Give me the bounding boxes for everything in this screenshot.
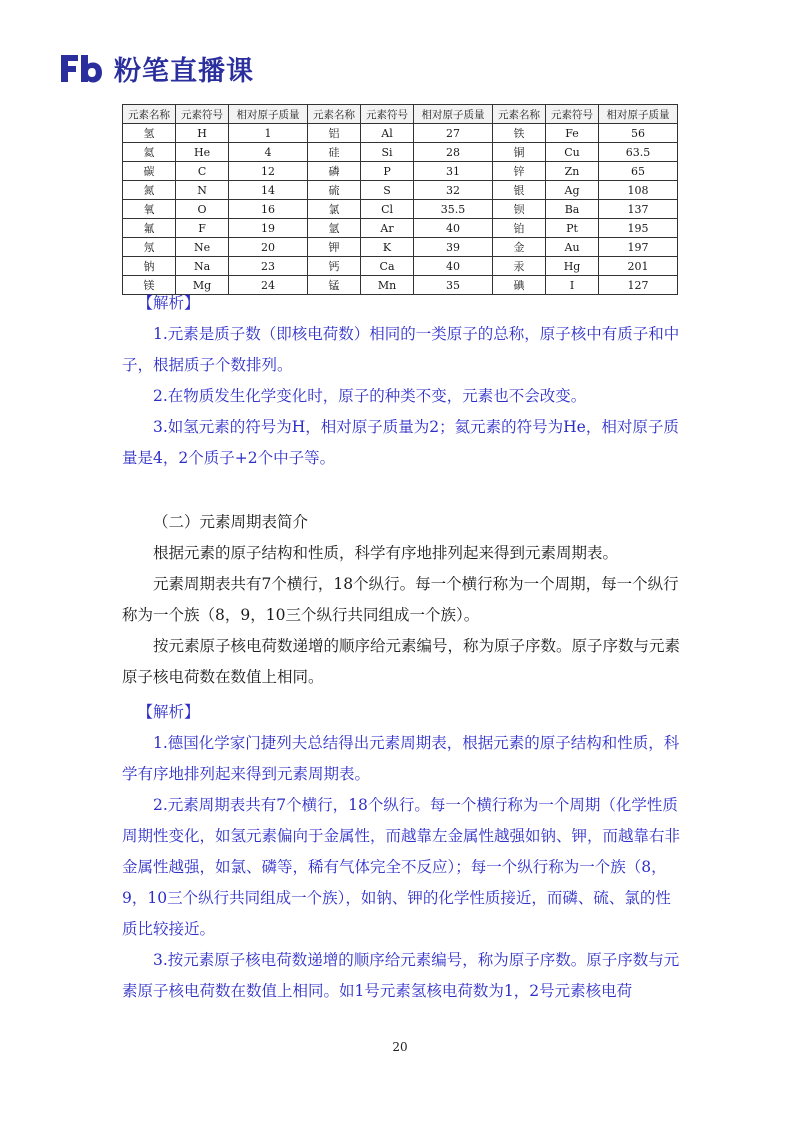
table-row [123, 124, 678, 143]
table-cell: P [361, 162, 414, 181]
table-cell: Cu [546, 143, 599, 162]
table-cell: 31 [414, 162, 493, 181]
table-cell: 108 [599, 181, 678, 200]
table-cell: 4 [229, 143, 308, 162]
table-cell: He [176, 143, 229, 162]
table-cell: 锌 [492, 162, 545, 181]
table-row [123, 219, 678, 238]
table-cell: 197 [599, 238, 678, 257]
table-cell: 氯 [307, 200, 360, 219]
body-paragraph: 按元素原子核电荷数递增的顺序给元素编号，称为原子序数。原子序数与元素原子核电荷数在数值上相同。 [122, 637, 681, 686]
column-header: 相对原子质量 [599, 105, 678, 124]
table-cell: 金 [492, 238, 545, 257]
table-cell: 铝 [307, 124, 360, 143]
column-header: 元素符号 [546, 105, 599, 124]
analysis-paragraph: 3.如氢元素的符号为H，相对原子质量为2；氦元素的符号为He，相对原子质量是4，2个质子+2个中子等。 [122, 418, 679, 467]
table-cell: 氢 [123, 124, 176, 143]
body-paragraph: 根据元素的原子结构和性质，科学有序地排列起来得到元素周期表。 [153, 544, 619, 562]
table-cell: 铁 [492, 124, 545, 143]
analysis-tag: 【解析】 [137, 294, 200, 312]
section-periodic-table-intro [122, 507, 682, 693]
column-header: 元素名称 [492, 105, 545, 124]
table-cell: F [176, 219, 229, 238]
table-row [123, 143, 678, 162]
table-cell: 16 [229, 200, 308, 219]
table-cell: 12 [229, 162, 308, 181]
table-cell: Mn [361, 276, 414, 295]
analysis-tag: 【解析】 [137, 703, 200, 721]
table-cell: Ba [546, 200, 599, 219]
analysis-paragraph: 1.德国化学家门捷列夫总结得出元素周期表，根据元素的原子结构和性质，科学有序地排列起来得到元素周期表。 [122, 734, 680, 783]
table-cell: Mg [176, 276, 229, 295]
analysis-block-1 [122, 288, 682, 474]
table-cell: S [361, 181, 414, 200]
column-header: 元素名称 [123, 105, 176, 124]
section-heading: （二）元素周期表简介 [153, 513, 309, 531]
table-cell: 40 [414, 257, 493, 276]
table-cell: 钾 [307, 238, 360, 257]
brand-name: 粉笔直播课 [114, 55, 254, 87]
table-cell: 汞 [492, 257, 545, 276]
element-table [122, 104, 678, 295]
table-cell: O [176, 200, 229, 219]
table-cell: 磷 [307, 162, 360, 181]
body-paragraph: 元素周期表共有7个横行，18个纵行。每一个横行称为一个周期，每一个纵行称为一个族（8，9，10三个纵行共同组成一个族）。 [122, 575, 679, 624]
table-cell: 碳 [123, 162, 176, 181]
table-cell: I [546, 276, 599, 295]
table-cell: H [176, 124, 229, 143]
table-cell: 钠 [123, 257, 176, 276]
analysis-block-2 [122, 697, 682, 1007]
table-cell: 195 [599, 219, 678, 238]
column-header: 相对原子质量 [229, 105, 308, 124]
table-cell: 137 [599, 200, 678, 219]
table-cell: 40 [414, 219, 493, 238]
table-cell: 28 [414, 143, 493, 162]
table-cell: 钙 [307, 257, 360, 276]
table-cell: 127 [599, 276, 678, 295]
table-cell: 19 [229, 219, 308, 238]
table-cell: 铜 [492, 143, 545, 162]
table-cell: 铂 [492, 219, 545, 238]
analysis-paragraph: 2.在物质发生化学变化时，原子的种类不变，元素也不会改变。 [153, 387, 587, 405]
table-cell: 24 [229, 276, 308, 295]
table-cell: 银 [492, 181, 545, 200]
table-cell: Hg [546, 257, 599, 276]
table-cell: Ne [176, 238, 229, 257]
table-cell: Fe [546, 124, 599, 143]
column-header: 元素符号 [361, 105, 414, 124]
table-cell: Al [361, 124, 414, 143]
page-number: 20 [392, 1040, 408, 1054]
table-cell: 硫 [307, 181, 360, 200]
table-cell: 硅 [307, 143, 360, 162]
table-cell: 65 [599, 162, 678, 181]
column-header: 元素名称 [307, 105, 360, 124]
table-row [123, 162, 678, 181]
table-cell: 1 [229, 124, 308, 143]
table-cell: 20 [229, 238, 308, 257]
table-cell: 氮 [123, 181, 176, 200]
table-cell: 镁 [123, 276, 176, 295]
table-cell: 201 [599, 257, 678, 276]
table-header-row [123, 105, 678, 124]
table-cell: N [176, 181, 229, 200]
table-cell: Na [176, 257, 229, 276]
table-row [123, 200, 678, 219]
brand-logo [58, 50, 254, 86]
table-cell: Si [361, 143, 414, 162]
table-cell: 氖 [123, 238, 176, 257]
table-cell: 锰 [307, 276, 360, 295]
table-cell: Cl [361, 200, 414, 219]
table-cell: 14 [229, 181, 308, 200]
table-cell: 氟 [123, 219, 176, 238]
table-cell: Ar [361, 219, 414, 238]
analysis-paragraph: 3.按元素原子核电荷数递增的顺序给元素编号，称为原子序数。原子序数与元素原子核电荷数在数值上相同。如1号元素氢核电荷数为1，2号元素核电荷 [122, 951, 680, 1000]
table-cell: K [361, 238, 414, 257]
analysis-paragraph: 2.元素周期表共有7个横行，18个纵行。每一个横行称为一个周期（化学性质周期性变化，如氢元素偏向于金属性，而越靠左金属性越强如钠、钾，而越靠右非金属性越强，如氯、磷等，稀有气体完全不反应）；每一个纵行称为一个族（8，9，10三个纵行共同组成一个族），如钠、钾的化学性质接近，而磷、硫、氯的性质比较接近。 [122, 796, 681, 938]
table-cell: 碘 [492, 276, 545, 295]
table-row [123, 257, 678, 276]
table-cell: Zn [546, 162, 599, 181]
column-header: 元素符号 [176, 105, 229, 124]
table-cell: 35 [414, 276, 493, 295]
table-cell: Pt [546, 219, 599, 238]
column-header: 相对原子质量 [414, 105, 493, 124]
table-cell: 氩 [307, 219, 360, 238]
table-cell: Ca [361, 257, 414, 276]
table-cell: 39 [414, 238, 493, 257]
table-cell: Au [546, 238, 599, 257]
table-cell: 钡 [492, 200, 545, 219]
table-cell: 56 [599, 124, 678, 143]
table-cell: 氧 [123, 200, 176, 219]
fb-logo-icon [58, 51, 104, 85]
table-cell: 27 [414, 124, 493, 143]
table-cell: 35.5 [414, 200, 493, 219]
table-cell: 32 [414, 181, 493, 200]
table-cell: 氦 [123, 143, 176, 162]
table-cell: C [176, 162, 229, 181]
table-cell: 63.5 [599, 143, 678, 162]
analysis-paragraph: 1.元素是质子数（即核电荷数）相同的一类原子的总称，原子核中有质子和中子，根据质子个数排列。 [122, 325, 680, 374]
table-cell: Ag [546, 181, 599, 200]
table-cell: 23 [229, 257, 308, 276]
table-row [123, 238, 678, 257]
table-row [123, 181, 678, 200]
